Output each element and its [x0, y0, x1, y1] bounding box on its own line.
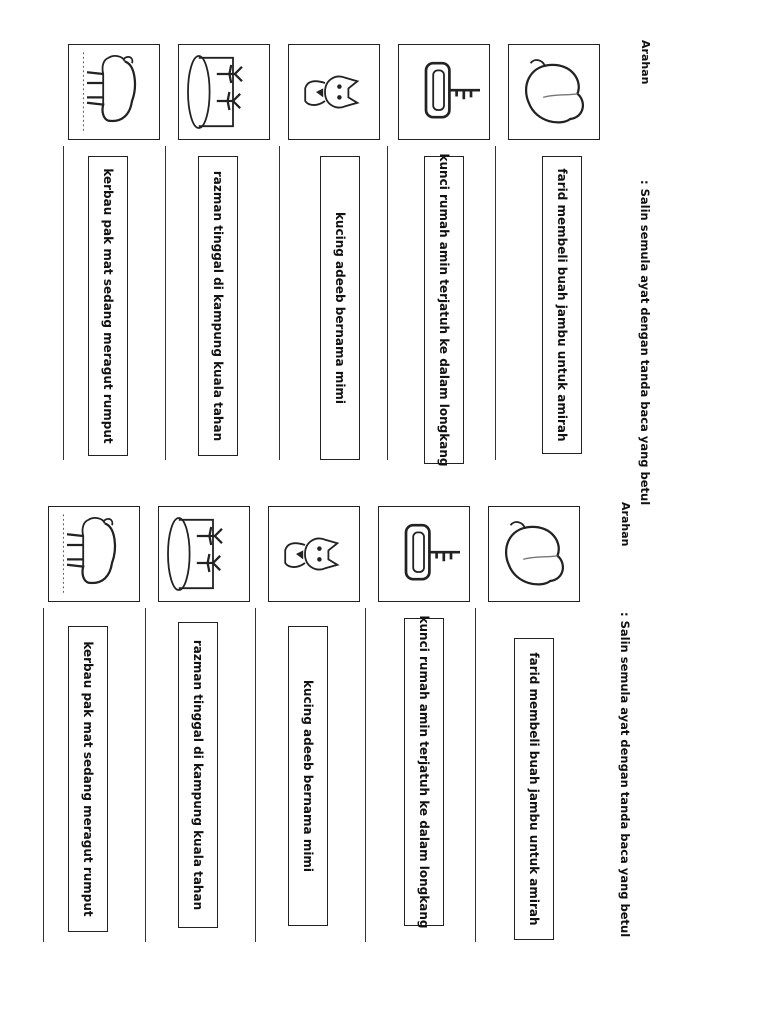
writing-line[interactable] [165, 146, 166, 460]
buffalo-icon [48, 506, 140, 602]
cat-icon [268, 506, 360, 602]
writing-line[interactable] [365, 608, 366, 942]
writing-line[interactable] [495, 146, 496, 460]
writing-line[interactable] [145, 608, 146, 942]
exercise-row [40, 502, 140, 942]
sentence-box: kunci rumah amin terjatuh ke dalam longkang [404, 618, 444, 926]
guava-icon [488, 506, 580, 602]
writing-line[interactable] [279, 146, 280, 460]
exercise-row [384, 40, 490, 480]
sentence-box: kucing adeeb bernama mimi [288, 626, 328, 926]
writing-line[interactable] [255, 608, 256, 942]
sentence-box: kerbau pak mat sedang meragut rumput [68, 626, 108, 932]
sentence-box: kunci rumah amin terjatuh ke dalam longkang [424, 156, 464, 464]
writing-line[interactable] [43, 608, 44, 942]
sentence-box: razman tinggal di kampung kuala tahan [178, 622, 218, 928]
instruction-text: : Salin semula ayat dengan tanda baca yang betul [618, 612, 632, 938]
arahan-heading: Arahan [639, 40, 652, 85]
exercise-row [364, 502, 470, 942]
exercise-row [274, 40, 380, 480]
arahan-heading: Arahan [619, 502, 632, 547]
exercise-row [164, 40, 270, 480]
sentence-box: kucing adeeb bernama mimi [320, 156, 360, 460]
worksheet-top [0, 0, 768, 506]
cat-icon [288, 44, 380, 140]
writing-line[interactable] [475, 608, 476, 942]
sentence-box: farid membeli buah jambu untuk amirah [542, 156, 582, 454]
sentence-box: kerbau pak mat sedang meragut rumput [88, 156, 128, 456]
exercise-row [60, 40, 160, 480]
key-icon [378, 506, 470, 602]
exercise-row [254, 502, 360, 942]
writing-line[interactable] [387, 146, 388, 460]
exercise-row [144, 502, 250, 942]
sentence-box: farid membeli buah jambu untuk amirah [514, 638, 554, 940]
village-icon [178, 44, 270, 140]
guava-icon [508, 44, 600, 140]
sentence-box: razman tinggal di kampung kuala tahan [198, 156, 238, 456]
instruction-text: : Salin semula ayat dengan tanda baca yang betul [638, 180, 652, 506]
exercise-row [474, 502, 580, 942]
worksheet-bottom [0, 490, 768, 1024]
exercise-row [494, 40, 600, 480]
village-icon [158, 506, 250, 602]
key-icon [398, 44, 490, 140]
writing-line[interactable] [63, 146, 64, 460]
buffalo-icon [68, 44, 160, 140]
